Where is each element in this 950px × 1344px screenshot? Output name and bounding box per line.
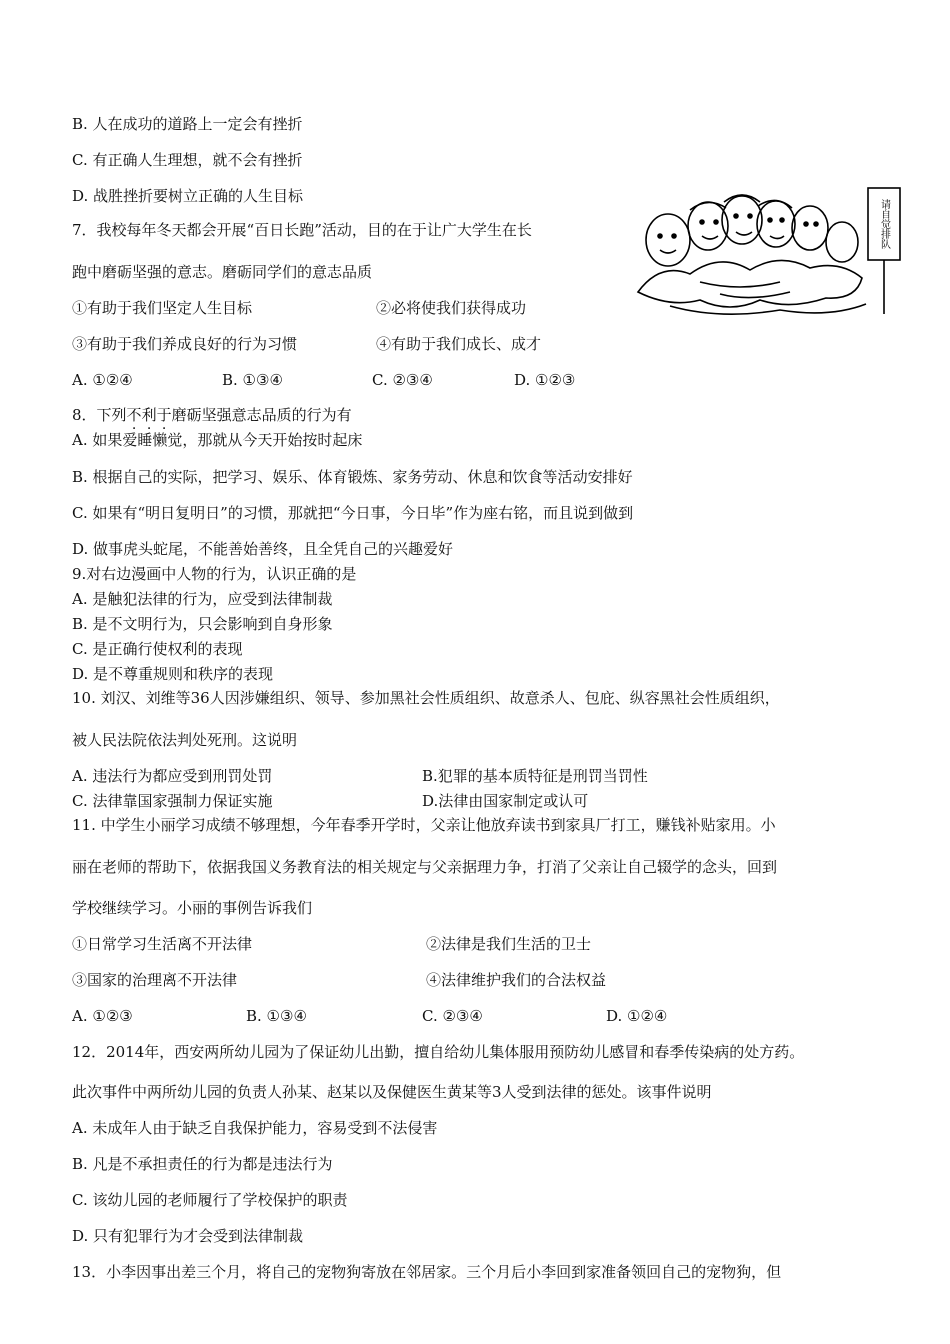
q12-option-d: D. 只有犯罪行为才会受到法律制裁 (72, 1227, 304, 1245)
q11-stem-line1: 11. 中学生小丽学习成绩不够理想，今年春季开学时，父亲让他放弃读书到家具厂打工，赚钱补贴家用。小 (72, 816, 776, 834)
q8-option-b: B. 根据自己的实际，把学习、娱乐、体育锻炼、家务劳动、休息和饮食等活动安排好 (72, 468, 633, 486)
q7-option-a: A. ①②④ (72, 371, 133, 389)
q7-option-b: B. ①③④ (222, 371, 283, 389)
q6-option-b: B. 人在成功的道路上一定会有挫折 (72, 115, 303, 133)
q11-statement-4: ④法律维护我们的合法权益 (426, 971, 607, 989)
q8-stem-prefix: 8．下列 (72, 406, 127, 424)
q12-option-c: C. 该幼儿园的老师履行了学校保护的职责 (72, 1191, 348, 1209)
q9-option-b: B. 是不文明行为，只会影响到自身形象 (72, 615, 333, 633)
q10-option-b: B.犯罪的基本质特征是刑罚当罚性 (422, 767, 648, 785)
queue-jumping-cartoon (630, 182, 906, 322)
q8-stem-suffix: 磨砺坚强意志品质的行为有 (171, 406, 352, 424)
q12-stem-line1: 12．2014年，西安两所幼儿园为了保证幼儿出勤，擅自给幼儿集体服用预防幼儿感冒和春季传染病的处方药。 (72, 1043, 805, 1061)
q9-option-c: C. 是正确行使权利的表现 (72, 640, 243, 658)
q10-option-d: D.法律由国家制定或认可 (422, 792, 589, 810)
q10-option-c: C. 法律靠国家强制力保证实施 (72, 792, 273, 810)
q8-emphasis-3: 于 (156, 406, 172, 424)
q11-option-d: D. ①②④ (606, 1007, 668, 1025)
q11-option-c: C. ②③④ (422, 1007, 483, 1025)
q11-option-b: B. ①③④ (246, 1007, 307, 1025)
q10-option-a: A. 违法行为都应受到刑罚处罚 (72, 767, 273, 785)
queue-sign-text: 请自觉排队 (878, 199, 890, 249)
q6-option-c: C. 有正确人生理想，就不会有挫折 (72, 151, 303, 169)
q12-option-a: A. 未成年人由于缺乏自我保护能力，容易受到不法侵害 (72, 1119, 438, 1137)
q8-option-c: C. 如果有“明日复明日”的习惯，那就把“今日事，今日毕”作为座右铭，而且说到做到 (72, 504, 634, 522)
q11-stem-line3: 学校继续学习。小丽的事例告诉我们 (72, 899, 313, 917)
q11-statement-1: ①日常学习生活离不开法律 (72, 935, 253, 953)
q7-stem-line2: 跑中磨砺坚强的意志。磨砺同学们的意志品质 (72, 263, 373, 281)
q11-option-a: A. ①②③ (72, 1007, 133, 1025)
q13-stem-line1: 13．小李因事出差三个月，将自己的宠物狗寄放在邻居家。三个月后小李回到家准备领回自己的宠物狗，但 (72, 1263, 782, 1281)
q7-statement-2: ②必将使我们获得成功 (376, 299, 527, 317)
q7-statement-4: ④有助于我们成长、成才 (376, 335, 542, 353)
q8-emphasis-2: 利 (141, 406, 157, 424)
q8-emphasis-1: 不 (126, 406, 142, 424)
q7-statement-1: ①有助于我们坚定人生目标 (72, 299, 253, 317)
q11-statement-3: ③国家的治理离不开法律 (72, 971, 238, 989)
q12-option-b: B. 凡是不承担责任的行为都是违法行为 (72, 1155, 333, 1173)
q8-option-d: D. 做事虎头蛇尾，不能善始善终，且全凭自己的兴趣爱好 (72, 540, 454, 558)
q9-option-a: A. 是触犯法律的行为，应受到法律制裁 (72, 590, 333, 608)
q8-option-a: A. 如果爱睡懒觉，那就从今天开始按时起床 (72, 431, 363, 449)
q10-stem-line1: 10. 刘汉、刘维等36人因涉嫌组织、领导、参加黑社会性质组织、故意杀人、包庇、纵容黑社会性质组织， (72, 689, 780, 707)
q8-stem (72, 405, 352, 425)
q6-option-d: D. 战胜挫折要树立正确的人生目标 (72, 187, 304, 205)
q9-stem: 9.对右边漫画中人物的行为，认识正确的是 (72, 565, 357, 583)
q7-statement-3: ③有助于我们养成良好的行为习惯 (72, 335, 298, 353)
q7-option-c: C. ②③④ (372, 371, 433, 389)
q10-stem-line2: 被人民法院依法判处死刑。这说明 (72, 731, 298, 749)
q11-statement-2: ②法律是我们生活的卫士 (426, 935, 592, 953)
q11-stem-line2: 丽在老师的帮助下，依据我国义务教育法的相关规定与父亲据理力争，打消了父亲让自己辍学的念头，回到 (72, 858, 778, 876)
q9-option-d: D. 是不尊重规则和秩序的表现 (72, 665, 274, 683)
q7-stem-line1: 7．我校每年冬天都会开展“百日长跑”活动，目的在于让广大学生在长 (72, 221, 532, 239)
q7-option-d: D. ①②③ (514, 371, 576, 389)
q12-stem-line2: 此次事件中两所幼儿园的负责人孙某、赵某以及保健医生黄某等3人受到法律的惩处。该事件说明 (72, 1083, 712, 1101)
